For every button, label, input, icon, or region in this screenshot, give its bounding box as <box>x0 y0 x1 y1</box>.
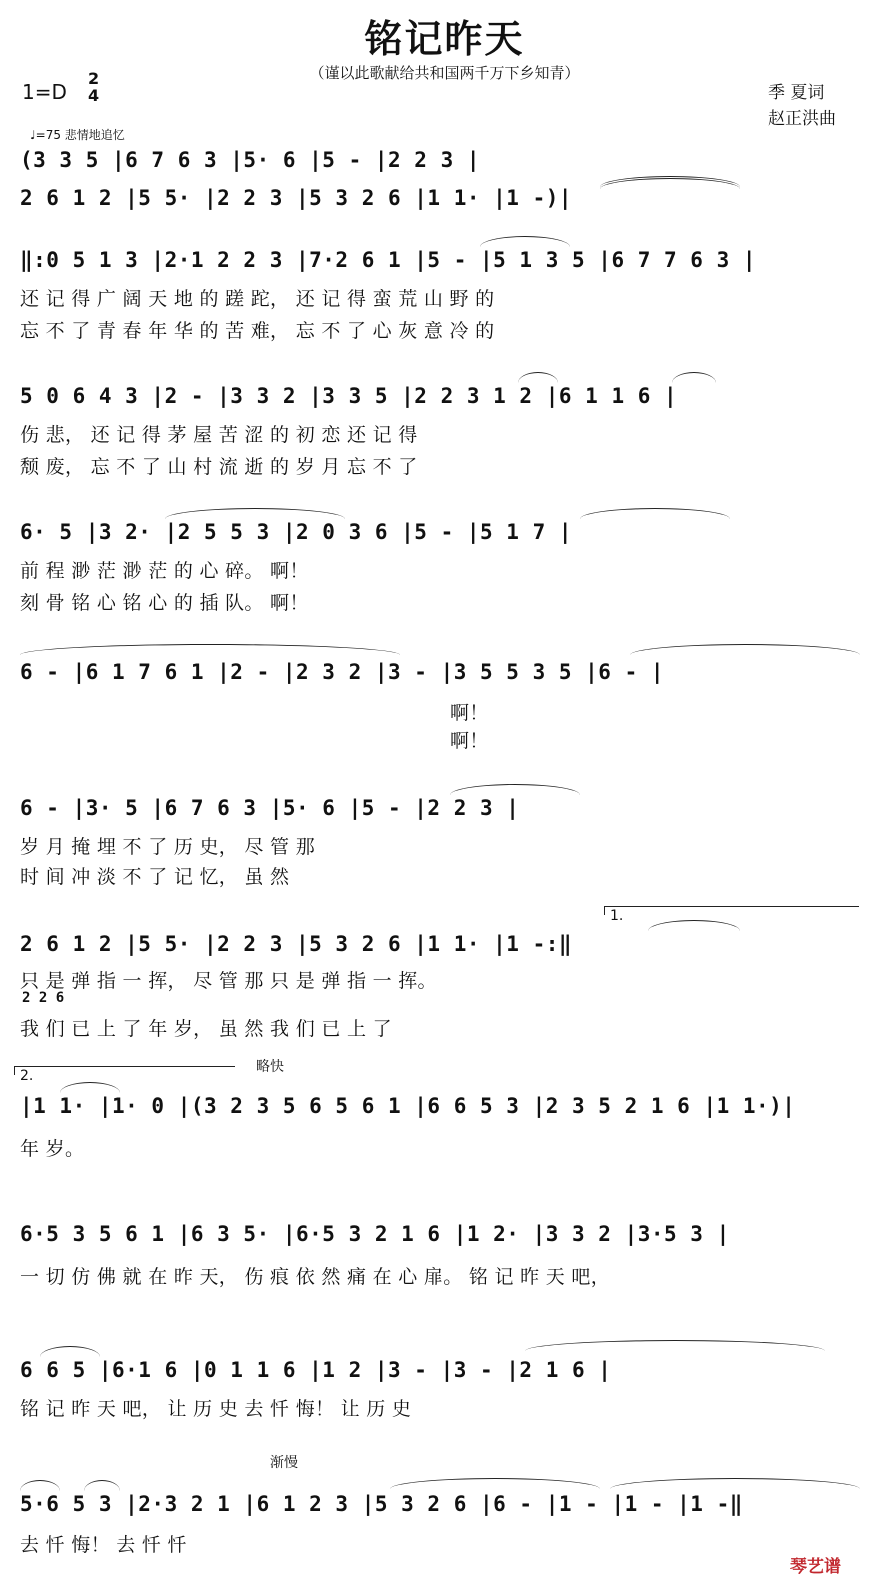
lyric-line-6b: 啊！ <box>450 730 489 752</box>
lyric-line-4b: 颓 废， 忘 不 了 山 村 流 逝 的 岁 月 忘 不 了 <box>20 456 418 478</box>
time-signature <box>88 70 99 104</box>
lyric-line-7a: 岁 月 掩 埋 不 了 历 史， 尽 管 那 <box>20 836 315 858</box>
lyric-line-3b: 忘 不 了 青 春 年 华 的 苦 难， 忘 不 了 心 灰 意 冷 的 <box>20 320 495 342</box>
lyricist-credit: 季 夏词 <box>768 83 825 103</box>
key-signature: 1=D <box>22 80 67 104</box>
grace-notes: 2 2 6 <box>22 990 65 1006</box>
tempo-faster: 略快 <box>256 1059 284 1075</box>
lyric-line-11: 铭 记 昨 天 吧， 让 历 史 去 忏 悔！ 让 历 史 <box>20 1398 412 1420</box>
score-line-9: |1 1· |1· 0 |(3 2 3 5 6 5 6 1 |6 6 5 3 |2 3 5 2 1 6 |1 1·)| <box>20 1094 796 1118</box>
lyric-line-8a: 只 是 弹 指 一 挥， 尽 管 那 只 是 弹 指 一 挥。 <box>20 970 437 992</box>
score-line-10: 6·5 3 5 6 1 |6 3 5· |6·5 3 2 1 6 |1 2· |3 3 2 |3·5 3 | <box>20 1222 730 1246</box>
score-line-8: 2 6 1 2 |5 5· |2 2 3 |5 3 2 6 |1 1· |1 -:‖ <box>20 932 573 956</box>
score-line-7: 6 - |3· 5 |6 7 6 3 |5· 6 |5 - |2 2 3 | <box>20 796 520 820</box>
score-line-11: 6 6 5 |6·1 6 |0 1 1 6 |1 2 |3 - |3 - |2 1 6 | <box>20 1358 612 1382</box>
score-line-12: 5·6 5 3 |2·3 2 1 |6 1 2 3 |5 3 2 6 |6 - |1 - |1 - |1 -‖ <box>20 1492 743 1516</box>
score-line-6: 6 - |6 1 7 6 1 |2 - |2 3 2 |3 - |3 5 5 3 5 |6 - | <box>20 660 665 684</box>
tempo-marking: ♩=75 悲情地追忆 <box>30 128 125 142</box>
lyric-line-5a: 前 程 渺 茫 渺 茫 的 心 碎。 啊！ <box>20 560 309 582</box>
score-line-2: 2 6 1 2 |5 5· |2 2 3 |5 3 2 6 |1 1· |1 -)| <box>20 186 573 210</box>
lyric-line-12: 去 忏 悔！ 去 忏 忏 <box>20 1534 187 1556</box>
song-subtitle: （谨以此歌献给共和国两千万下乡知青） <box>309 64 580 82</box>
meter-top: 2 <box>88 69 100 88</box>
volta-2: 2. <box>20 1068 34 1084</box>
score-line-5: 6· 5 |3 2· |2 5 5 3 |2 0 3 6 |5 - |5 1 7 | <box>20 520 573 544</box>
composer-credit: 赵正洪曲 <box>768 109 836 129</box>
volta-1: 1. <box>610 908 624 924</box>
score-line-4: 5 0 6 4 3 |2 - |3 3 2 |3 3 5 |2 2 3 1 2 |6 1 1 6 | <box>20 384 678 408</box>
site-logo: 琴艺谱 <box>790 1557 841 1577</box>
score-line-3: ‖:0 5 1 3 |2·1 2 2 3 |7·2 6 1 |5 - |5 1 3 5 |6 7 7 6 3 | <box>20 248 757 272</box>
score-line-1: (3 3 5 |6 7 6 3 |5· 6 |5 - |2 2 3 | <box>20 148 481 172</box>
lyric-line-9: 年 岁。 <box>20 1138 85 1160</box>
lyric-line-5b: 刻 骨 铭 心 铭 心 的 插 队。 啊！ <box>20 592 309 614</box>
lyric-line-6a: 啊！ <box>450 702 489 724</box>
meter-bottom: 4 <box>88 86 100 105</box>
lyric-line-7b: 时 间 冲 淡 不 了 记 忆， 虽 然 <box>20 866 290 888</box>
lyric-line-10: 一 切 仿 佛 就 在 昨 天， 伤 痕 依 然 痛 在 心 扉。 铭 记 昨 天 吧， <box>20 1266 610 1288</box>
song-title: 铭记昨天 <box>364 17 525 61</box>
lyric-line-3a: 还 记 得 广 阔 天 地 的 蹉 跎， 还 记 得 蛮 荒 山 野 的 <box>20 288 495 310</box>
lyric-line-4a: 伤 悲， 还 记 得 茅 屋 苦 涩 的 初 恋 还 记 得 <box>20 424 418 446</box>
lyric-line-8b: 我 们 已 上 了 年 岁， 虽 然 我 们 已 上 了 <box>20 1018 392 1040</box>
tempo-slower: 渐慢 <box>270 1455 298 1471</box>
